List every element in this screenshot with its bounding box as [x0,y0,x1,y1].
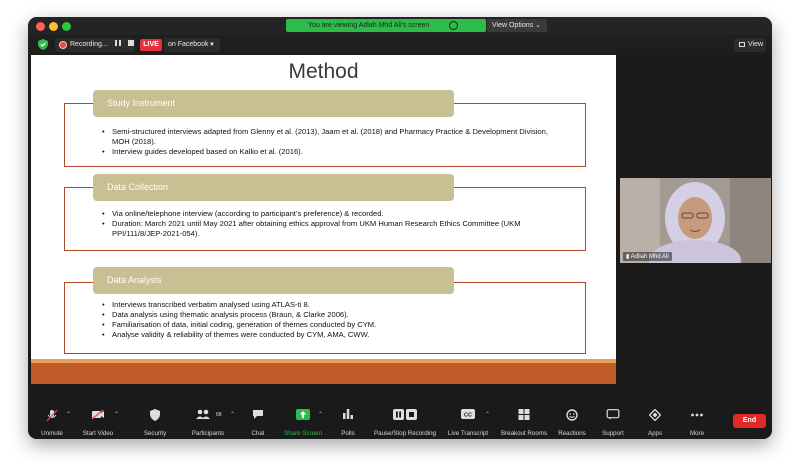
recording-indicator [55,38,135,52]
chat-icon [252,409,264,420]
bullet-item: • Via online/telephone interview (according to participant’s preference) & recorded. [102,209,558,219]
transcript-caret-icon[interactable]: ⌃ [485,412,491,418]
bullet-item: • Semi-structured interviews adapted from Glenny et al. (2013), Jaam et al. (2018) and Pharmacy Practice & Development Division, MOH (2018). [102,127,558,147]
stop-recording-icon[interactable] [128,40,134,46]
title-bar [28,17,772,35]
section-heading: Data Collection [93,174,454,201]
bullet-item: • Interviews transcribed verbatim analysed using ATLAS-ti 8. [102,300,558,310]
breakout-rooms-label: Breakout Rooms [500,430,548,437]
support-icon [607,409,620,420]
view-button[interactable] [734,38,766,52]
section-heading: Data Analysis [93,267,454,294]
participant-video-image [620,178,771,263]
bullet-list [102,209,558,239]
view-label: View [748,41,764,48]
reactions-button[interactable] [555,403,589,437]
participant-name-label: Adliah Mhd Ali [630,254,669,260]
svg-text:CC: CC [464,412,472,419]
recording-bar [28,35,772,55]
live-transcript-label: Live Transcript [447,430,489,437]
security-button[interactable] [138,403,172,437]
microphone-muted-icon [46,409,58,422]
chevron-down-icon: ⌄ [535,22,541,29]
participant-video-tile[interactable] [620,178,771,263]
more-button[interactable] [680,403,714,437]
view-options-label: View Options [492,22,534,29]
participants-count: 68 [216,412,222,418]
pause-stop-icon [393,409,417,420]
bullet-item: • Interview guides developed based on Kallio et al. (2016). [102,147,558,157]
support-label: Support [602,430,624,437]
caret-down-icon: ▼ [209,42,215,48]
security-label: Security [143,430,167,437]
breakout-rooms-icon [519,409,530,420]
bullet-item: • Duration: March 2021 until May 2021 after obtaining ethics approval from UKM Human Research Ethics Committee (UKM PPI/111/8/JEP-2021-054). [102,219,558,239]
chat-button[interactable] [243,403,273,437]
closed-caption-icon [461,409,475,419]
share-options-caret-icon[interactable]: ⌃ [318,412,324,418]
slide-footer-band [31,359,616,384]
unmute-button[interactable] [34,403,70,437]
pause-stop-recording-button[interactable] [370,403,440,437]
apps-button[interactable] [638,403,672,437]
minimize-window-button[interactable] [49,22,58,31]
slide-title: Method [288,60,359,83]
bullet-item: • Data analysis using thematic analysis process (Braun, & Clarke 2006). [102,310,558,320]
reactions-icon [566,409,578,421]
info-icon[interactable] [449,21,458,30]
view-options-button[interactable] [487,19,547,32]
share-screen-button[interactable] [280,403,326,437]
live-badge: LIVE [140,39,162,51]
reactions-label: Reactions [558,430,586,437]
bullet-item: • Analyse validity & reliability of themes were conducted by CYM, AMA, CWW. [102,330,558,340]
chat-label: Chat [251,430,265,437]
fullscreen-window-button[interactable] [62,22,71,31]
zoom-window [28,17,772,439]
video-options-caret-icon[interactable]: ⌃ [114,412,120,418]
record-dot-icon [59,41,67,49]
viewing-screen-text: You are viewing Adlah Mhd Ali's screen [308,22,430,29]
support-button[interactable] [596,403,630,437]
viewing-screen-banner [286,19,486,32]
live-target-label: on Facebook [168,41,209,48]
audio-options-caret-icon[interactable]: ⌃ [66,412,72,418]
video-off-icon [91,409,105,420]
apps-label: Apps [647,430,663,437]
bullet-item: • Familiarisation of data, initial coding, generation of themes conducted by CYM. [102,320,558,330]
recording-label: Recording... [70,41,108,48]
live-stream-target[interactable] [164,38,220,52]
participants-label: Participants [191,430,225,437]
shield-icon[interactable] [38,39,48,50]
meeting-toolbar [28,401,772,439]
section-heading: Study Instrument [93,90,454,117]
breakout-rooms-button[interactable] [496,403,552,437]
start-video-button[interactable] [78,403,118,437]
shared-slide [31,55,616,384]
share-screen-label: Share Screen [284,430,322,437]
polls-label: Polls [341,430,355,437]
close-window-button[interactable] [36,22,45,31]
signal-bars-icon: ▮ [626,254,630,260]
pause-stop-recording-label: Pause/Stop Recording [374,430,436,437]
participants-icon [196,409,210,420]
participants-caret-icon[interactable]: ⌃ [230,412,236,418]
bullet-list [102,127,558,157]
apps-icon [649,409,661,421]
more-label: More [689,430,705,437]
share-screen-icon [296,409,310,420]
pause-recording-icon[interactable] [115,40,121,46]
bullet-list [102,300,558,340]
live-transcript-button[interactable] [442,403,494,437]
more-dots-icon [691,413,703,417]
polls-icon [343,409,353,419]
start-video-label: Start Video [82,430,114,437]
shield-icon [150,409,160,421]
end-meeting-button[interactable]: End [733,414,766,428]
polls-button[interactable] [333,403,363,437]
layout-icon [739,42,745,47]
participant-name [623,252,672,261]
unmute-label: Unmute [41,430,63,437]
participants-button[interactable] [186,403,230,437]
